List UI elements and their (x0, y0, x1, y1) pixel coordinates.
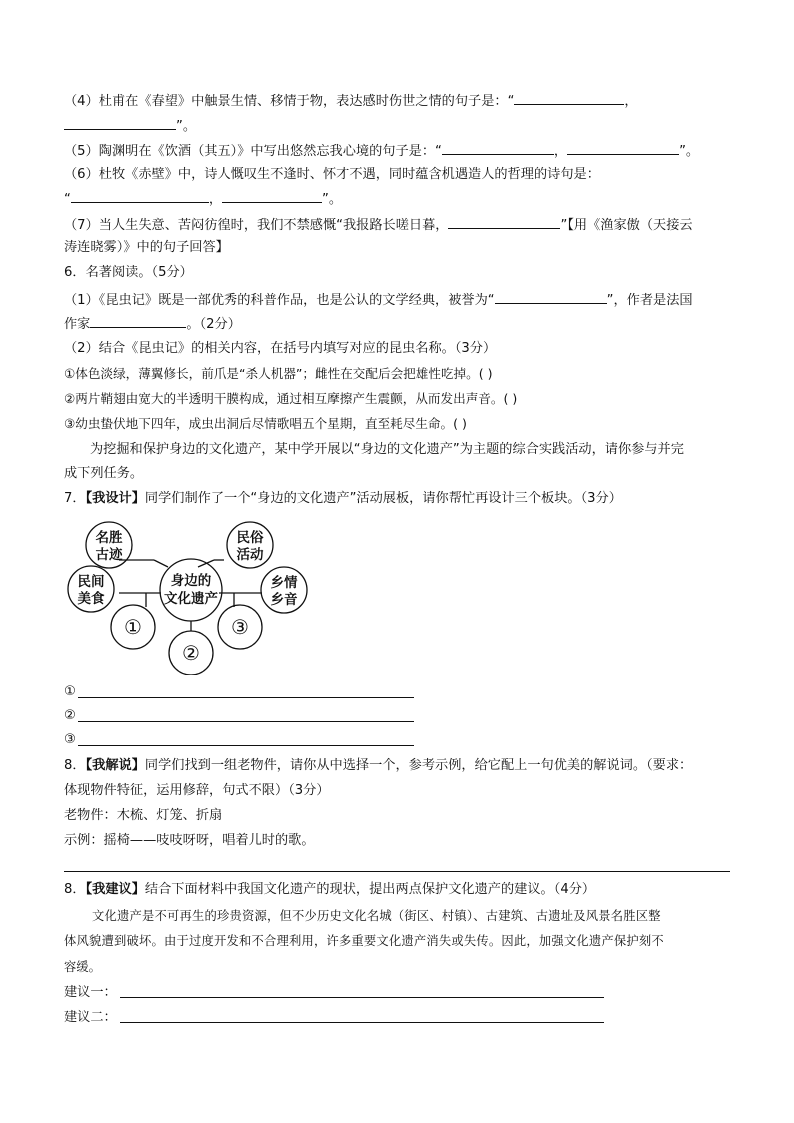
node4-label-1: 乡情 (270, 575, 298, 591)
q7-answer-3: ③ (64, 732, 76, 747)
q8a-answer-line[interactable] (64, 871, 730, 872)
q7-answer-line-3[interactable] (78, 745, 414, 746)
q5-item7-line1: （7）当人生失意、苦闷彷徨时，我们不禁感慨“我报路长嗟日暮， ”【用《渔家傲（天接云 (64, 214, 693, 236)
center-label-1: 身边的 (170, 573, 212, 589)
q5-item4-line1: （4）杜甫在《春望》中触景生情、移情于物，表达感时伤世之情的句子是：“ ， (64, 90, 638, 112)
q5-item5-line: （5）陶渊明在《饮酒（其五）》中写出悠然忘我心境的句子是：“ ， ”。 (64, 140, 699, 162)
q8b-suggestion-1-line[interactable] (120, 997, 604, 998)
q7-tag: 【我设计】 (85, 491, 145, 506)
q5-item6-line1 (64, 165, 600, 185)
q8a-line2: 体现物件特征，运用修辞，句式不限）（3分） (64, 783, 330, 798)
q5-item5-blank1[interactable] (442, 140, 554, 155)
q8a-prompt: 8．【我解说】同学们找到一组老物件，请你从中选择一个，参考示例，给它配上一句优美的解说词。（要求： (64, 758, 693, 773)
q8b-suggestion-2-label: 建议二： (64, 1010, 117, 1025)
node3-label-2: 美食 (77, 591, 105, 607)
q7-diagram (64, 515, 314, 675)
node-blank-1-label: ① (124, 615, 142, 639)
center-label-2: 文化遗产 (164, 591, 218, 607)
node4-label-2: 乡音 (270, 592, 298, 608)
intro-line2: 成下列任务。 (64, 466, 144, 481)
q6-p1-line1: （1）《昆虫记》既是一部优秀的科普作品，也是公认的文学经典，被誉为“ ”，作者是法国 (64, 289, 693, 311)
q5-item5-text: （5）陶渊明在《饮酒（其五）》中写出悠然忘我心境的句子是：“ (64, 144, 442, 159)
q8b-material-3: 容缓。 (64, 960, 101, 974)
center-circle (160, 559, 222, 621)
q6-c1: ①体色淡绿，薄翼修长，前爪是“杀人机器”；雌性在交配后会把雄性吃掉。( ) (64, 366, 493, 381)
node2-label-2: 活动 (236, 547, 264, 563)
q7-answer-line-1[interactable] (78, 697, 414, 698)
q5-item4-text: （4）杜甫在《春望》中触景生情、移情于物，表达感时伤世之情的句子是：“ (64, 94, 515, 109)
q7-answer-line-2[interactable] (78, 721, 414, 722)
node2-label-1: 民俗 (236, 530, 264, 546)
q5-item4-blank1[interactable] (514, 90, 624, 105)
q7-answer-1: ① (64, 684, 76, 699)
node1-label-1: 名胜 (95, 530, 123, 546)
node-blank-2-label: ② (182, 641, 200, 665)
q8a-example: 示例：摇椅——吱吱呀呀，唱着儿时的歌。 (64, 833, 315, 848)
q6-title: 6．名著阅读。（5分） (64, 265, 193, 280)
q6-p1-blank1[interactable] (495, 289, 607, 304)
intro-line1: 为挖掘和保护身边的文化遗产，某中学开展以“身边的文化遗产”为主题的综合实践活动，请你参与并完 (90, 442, 684, 457)
q8b-prompt: 8．【我建议】结合下面材料中我国文化遗产的现状，提出两点保护文化遗产的建议。（4分） (64, 882, 596, 897)
q8a-objects: 老物件：木梳、灯笼、折扇 (64, 808, 223, 823)
q8a-tag: 【我解说】 (85, 758, 145, 773)
q8b-tag: 【我建议】 (85, 882, 145, 897)
q6-c2: ②两片鞘翅由宽大的半透明干膜构成，通过相互摩擦产生震颤，从而发出声音。( ) (64, 391, 518, 406)
q8b-material-1: 文化遗产是不可再生的珍贵资源，但不少历史文化名城（街区、村镇）、古建筑、古遗址及风景名胜区整 (92, 909, 661, 923)
q6-c3: ③幼虫蛰伏地下四年，成虫出洞后尽情歌唱五个星期，直至耗尽生命。( ) (64, 416, 467, 431)
q8b-material-2: 体风貌遭到破坏。由于过度开发和不合理利用，许多重要文化遗产消失或失传。因此，加强文化遗产保护刻不 (64, 934, 664, 948)
q5-item5-blank2[interactable] (567, 140, 679, 155)
connector-top-left-2 (154, 560, 168, 567)
q5-item7-line2: 涛连晓雾）》中的句子回答】 (64, 240, 229, 255)
q8b-suggestion-2-line[interactable] (120, 1022, 604, 1023)
q5-item6-blank2[interactable] (222, 188, 322, 203)
q5-item7-blank[interactable] (448, 214, 560, 229)
node3-label-1: 民间 (77, 574, 105, 590)
q6-p1-line2: 作家 。（2分） (64, 313, 241, 335)
q5-item6-blank1[interactable] (71, 188, 209, 203)
q7-prompt: 7．【我设计】同学们制作了一个“身边的文化遗产”活动展板，请你帮忙再设计三个板块。（3分） (64, 491, 622, 506)
q5-item7-text: （7）当人生失意、苦闷彷徨时，我们不禁感慨“我报路长嗟日暮， (64, 218, 449, 233)
q5-item4-line2: ”。 (64, 115, 196, 137)
q8b-suggestion-1-label: 建议一： (64, 985, 117, 1000)
node1-label-2: 古迹 (95, 547, 123, 563)
node-blank-3-label: ③ (231, 615, 249, 639)
q5-item4-blank2[interactable] (64, 115, 176, 130)
q6-p2: （2）结合《昆虫记》的相关内容，在括号内填写对应的昆虫名称。（3分） (64, 341, 497, 356)
q7-answer-2: ② (64, 708, 76, 723)
q5-item6-text: （6）杜牧《赤壁》中，诗人慨叹生不逢时、怀才不遇，同时蕴含机遇造人的哲理的诗句是： (64, 167, 600, 182)
q5-item6-line2: “ ， ”。 (64, 188, 342, 210)
q6-p1-blank2[interactable] (90, 313, 186, 328)
